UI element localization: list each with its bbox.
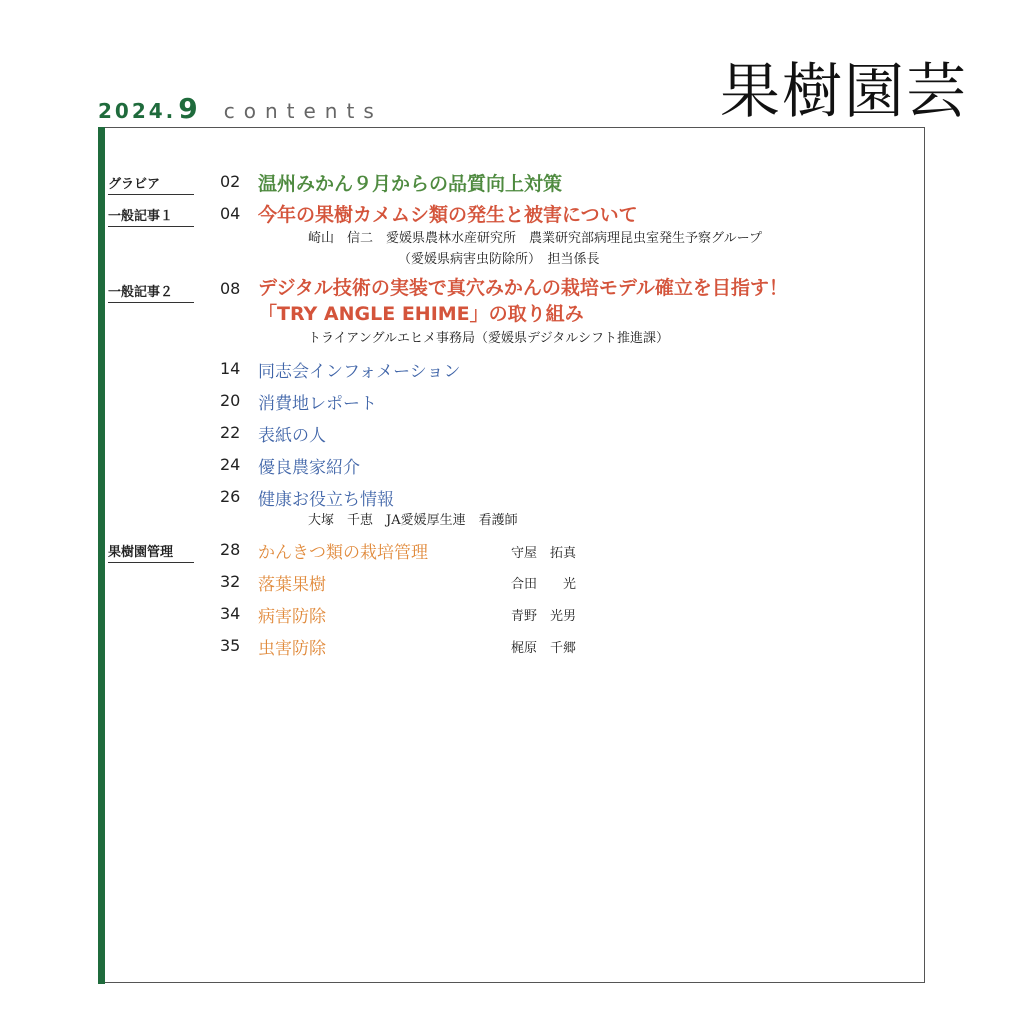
page-number: 32 [220, 572, 241, 591]
issue-month: 9 [178, 92, 198, 125]
page-number: 35 [220, 636, 241, 655]
page-number: 14 [220, 359, 241, 378]
page-number: 20 [220, 391, 241, 410]
toc-title[interactable]: 健康お役立ち情報 [258, 490, 394, 510]
toc-title[interactable]: 病害防除 [258, 607, 326, 627]
toc-title[interactable]: 同志会インフォメーション [258, 362, 461, 382]
toc-title-gravure[interactable]: 温州みかん９月からの品質向上対策 [258, 173, 563, 195]
author-line: 大塚 千恵 JA愛媛厚生連 看護師 [308, 513, 518, 528]
page-number: 34 [220, 604, 241, 623]
toc-title-article-2[interactable]: デジタル技術の実装で真穴みかんの栽培モデル確立を目指す！ [258, 277, 788, 299]
category-article-2: 一般記事２ [108, 281, 194, 303]
category-orchard-management: 果樹園管理 [108, 541, 194, 563]
author-line: （愛媛県病害虫防除所） 担当係長 [398, 252, 600, 267]
page-number: 28 [220, 540, 241, 559]
author-name: 合田 光 [511, 577, 577, 592]
toc-title-article-2-line-2[interactable]: 「TRY ANGLE EHIME」の取り組み [258, 303, 584, 325]
page-number: 26 [220, 487, 241, 506]
toc-title[interactable]: 消費地レポート [258, 394, 377, 414]
issue-year: 2024. [98, 99, 177, 123]
toc-title[interactable]: 落葉果樹 [258, 575, 326, 595]
author-line: トライアングルエヒメ事務局（愛媛県デジタルシフト推進課） [308, 331, 669, 346]
issue-header [98, 92, 383, 125]
page-number: 04 [220, 204, 241, 223]
author-name: 青野 光男 [511, 609, 577, 624]
author-name: 梶原 千郷 [511, 641, 577, 656]
page-number: 24 [220, 455, 241, 474]
page-number: 02 [220, 172, 241, 191]
contents-label: contents [223, 99, 383, 123]
category-article-1: 一般記事１ [108, 205, 194, 227]
toc-title[interactable]: かんきつ類の栽培管理 [258, 543, 428, 563]
frame-accent-bar [98, 127, 105, 984]
toc-title[interactable]: 虫害防除 [258, 639, 326, 659]
toc-title[interactable]: 優良農家紹介 [258, 458, 360, 478]
category-gravure: グラビア [108, 173, 194, 195]
author-line: 崎山 信二 愛媛県農林水産研究所 農業研究部病理昆虫室発生予察グループ [308, 231, 762, 246]
toc-title-article-1[interactable]: 今年の果樹カメムシ類の発生と被害について [258, 204, 638, 226]
toc-title[interactable]: 表紙の人 [258, 426, 326, 446]
magazine-title: 果樹園芸 [720, 57, 968, 127]
page-number: 08 [220, 279, 241, 298]
page-number: 22 [220, 423, 241, 442]
author-name: 守屋 拓真 [511, 546, 577, 561]
